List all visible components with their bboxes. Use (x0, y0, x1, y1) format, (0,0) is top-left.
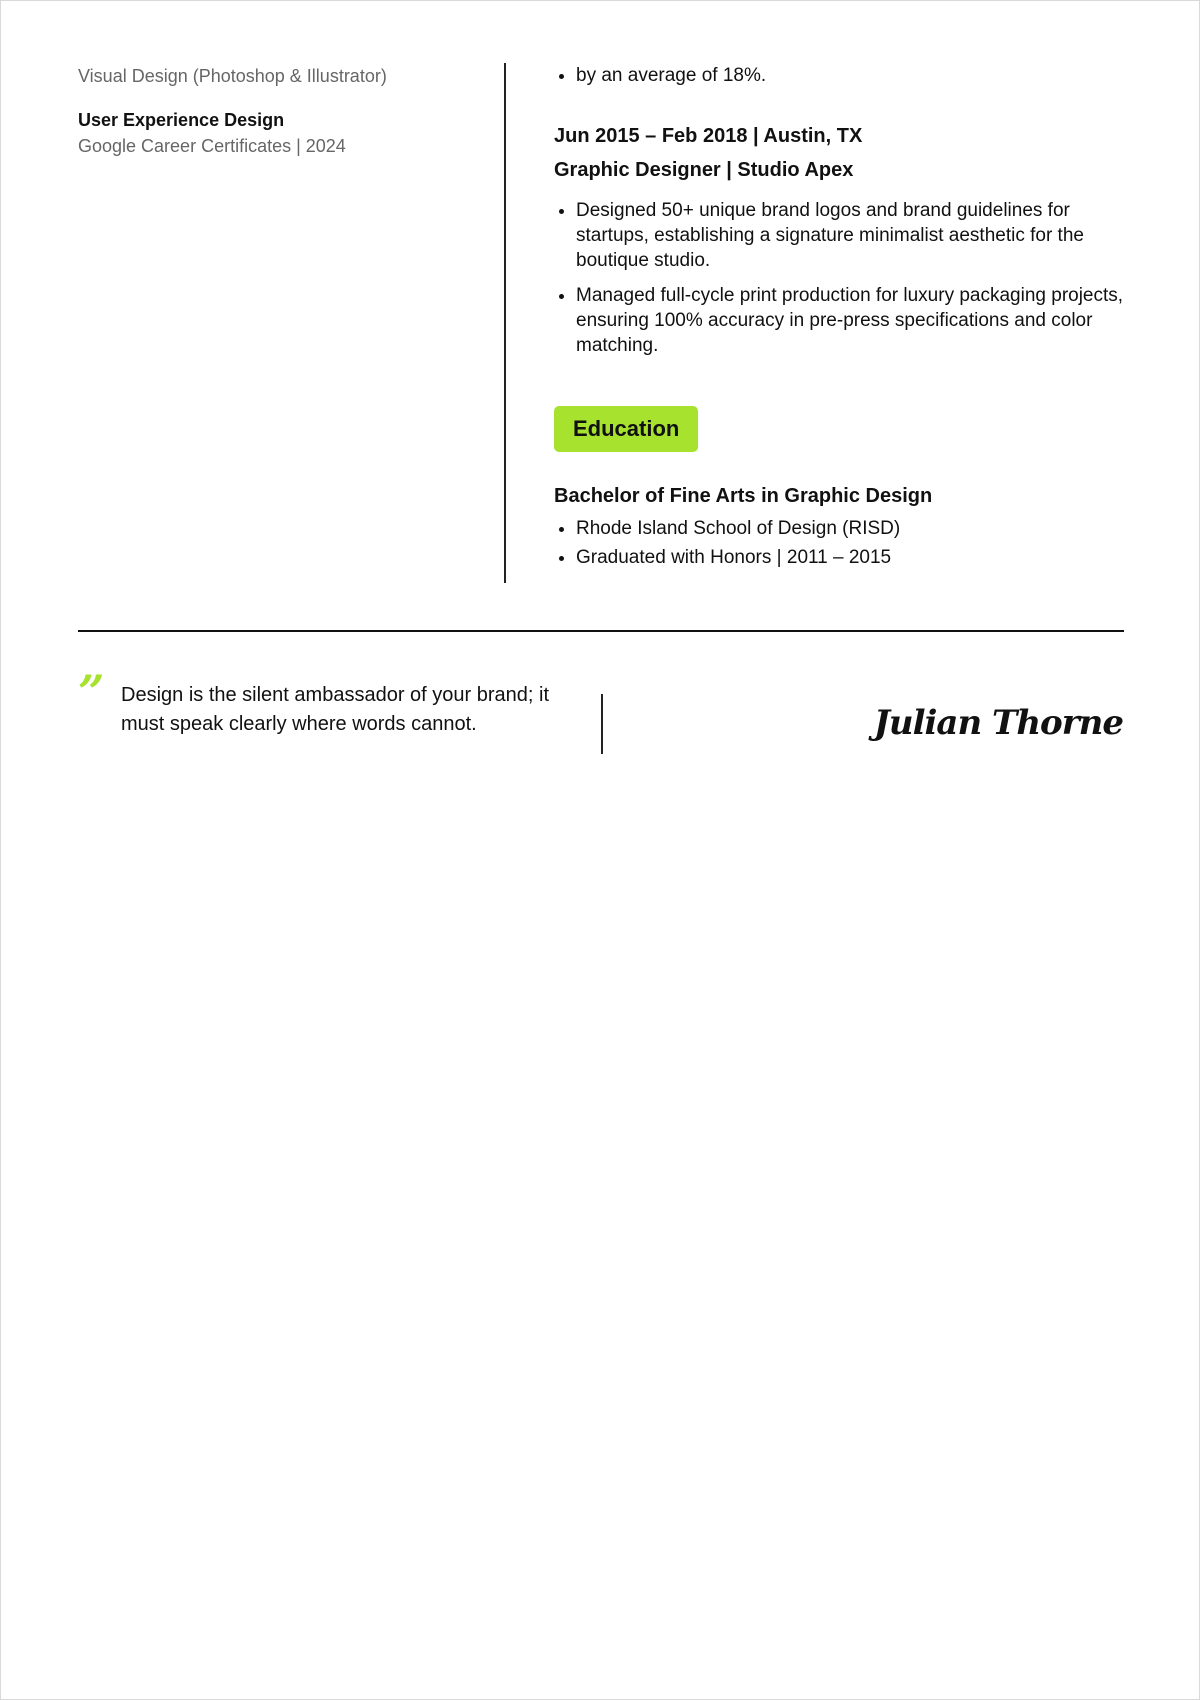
job-bullet: • Designed 50+ unique brand logos and brand guidelines for startups, establishing a signature minimalist aesthetic for the boutique studio. (576, 198, 1124, 273)
job-date-location: Jun 2015 – Feb 2018 | Austin, TX (554, 125, 863, 147)
education-detail-list (554, 516, 1124, 570)
quote-icon: ” (78, 665, 105, 719)
education-detail: • Graduated with Honors | 2011 – 2015 (576, 545, 1124, 570)
certification-issuer: Google Career Certificates | 2024 (78, 136, 346, 156)
skill-line: Visual Design (Photoshop & Illustrator) (78, 66, 387, 86)
job-bullet: • Managed full-cycle print production for luxury packaging projects, ensuring 100% accuracy in pre-press specifications and color matching. (576, 283, 1124, 358)
column-divider (504, 63, 506, 583)
education-detail: • Rhode Island School of Design (RISD) (576, 516, 1124, 541)
right-column (554, 63, 1124, 574)
continued-bullet-list (554, 63, 1124, 88)
content-columns (78, 63, 1124, 583)
education-heading: Education (554, 406, 698, 452)
job-title: Graphic Designer | Studio Apex (554, 159, 854, 181)
certification-title: User Experience Design (78, 110, 285, 130)
degree-title: Bachelor of Fine Arts in Graphic Design (554, 485, 933, 507)
signature: Julian Thorne (873, 703, 1123, 743)
left-column (78, 63, 498, 159)
section-divider (78, 630, 1124, 632)
footer-quote: Design is the silent ambassador of your brand; it must speak clearly where words cannot. (121, 684, 549, 735)
continued-bullet: • by an average of 18%. (576, 63, 1124, 88)
job-bullet-list (554, 198, 1124, 358)
footer-divider (601, 694, 603, 754)
